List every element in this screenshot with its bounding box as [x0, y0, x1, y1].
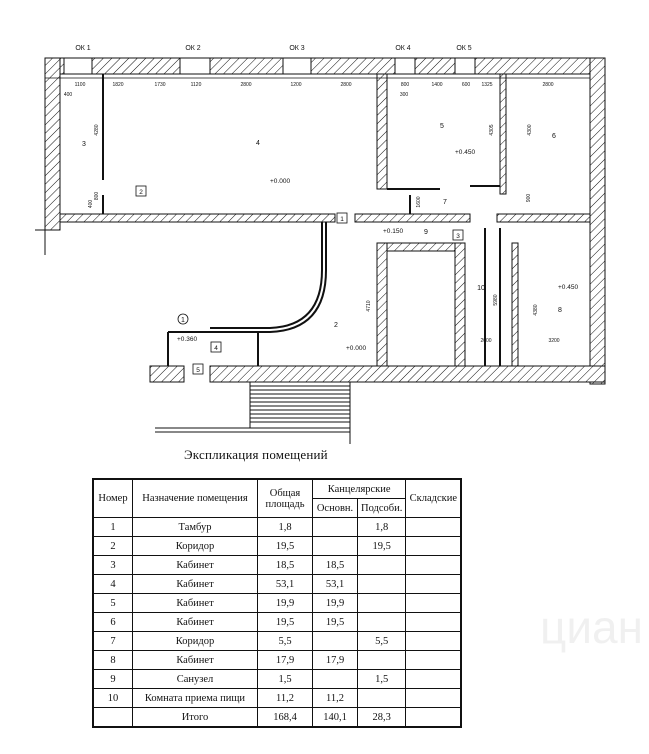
cell-aux: 5,5 [358, 632, 406, 651]
explication-caption: Экспликация помещений [184, 447, 328, 462]
cell-purpose: Кабинет [133, 575, 258, 594]
table-row [93, 575, 461, 594]
table-row [93, 537, 461, 556]
level-mark: +0.000 [270, 178, 291, 185]
dim-label: 300 [399, 92, 409, 98]
cell-number: 9 [93, 670, 133, 689]
cell-purpose: Тамбур [133, 518, 258, 537]
cell-main: 19,9 [313, 594, 358, 613]
level-mark: +0.000 [346, 345, 367, 352]
cell-number: 10 [93, 689, 133, 708]
room-number: 1 [181, 317, 185, 324]
cell-number: 1 [93, 518, 133, 537]
header-storage: Складские [406, 479, 462, 518]
dim-label: 2800 [340, 82, 352, 88]
cell-number: 3 [93, 556, 133, 575]
table-row [93, 689, 461, 708]
cell-number: 6 [93, 613, 133, 632]
cell-aux [358, 575, 406, 594]
cell-storage [406, 670, 462, 689]
dim-label: 800 [94, 191, 100, 201]
dim-label: 1400 [431, 82, 443, 88]
dim-label: 4300 [527, 124, 533, 136]
cell-main [313, 518, 358, 537]
window-label: ОК 2 [185, 45, 201, 52]
cell-storage [406, 518, 462, 537]
explication-table [92, 478, 462, 728]
dim-label: 1325 [481, 82, 493, 88]
dim-label: 800 [400, 82, 410, 88]
room-number: 9 [424, 229, 428, 236]
cell-total-label: Итого [133, 708, 258, 728]
dim-label: 400 [88, 199, 94, 209]
interior-walls [60, 74, 590, 366]
cell-aux [358, 689, 406, 708]
dim-label: 4710 [366, 300, 372, 312]
cell-storage [406, 575, 462, 594]
cell-storage [406, 594, 462, 613]
cell-storage [406, 537, 462, 556]
cell-number: 4 [93, 575, 133, 594]
cell-purpose: Коридор [133, 632, 258, 651]
door-tag: 4 [214, 345, 218, 352]
cell-total: 5,5 [258, 632, 313, 651]
table-row [93, 518, 461, 537]
cell-aux [358, 556, 406, 575]
table-row [93, 651, 461, 670]
level-mark: +0.150 [383, 228, 404, 235]
window-labels [75, 45, 471, 52]
room-number: 2 [334, 322, 338, 329]
header-aux: Подсоби. [358, 499, 406, 518]
cell-main: 140,1 [313, 708, 358, 728]
cell-main: 53,1 [313, 575, 358, 594]
room-number: 5 [440, 123, 444, 130]
cell-total: 17,9 [258, 651, 313, 670]
cell-number [93, 708, 133, 728]
cell-main: 11,2 [313, 689, 358, 708]
level-mark: +0.450 [455, 149, 476, 156]
cell-storage [406, 632, 462, 651]
cell-total: 19,5 [258, 613, 313, 632]
dim-label: 2800 [240, 82, 252, 88]
corridor-curve [168, 222, 326, 366]
dim-label: 1730 [154, 82, 166, 88]
room-number: 3 [82, 141, 86, 148]
cell-purpose: Коридор [133, 537, 258, 556]
header-number: Номер [93, 479, 133, 518]
cell-total: 1,8 [258, 518, 313, 537]
dim-label: 4380 [533, 304, 539, 316]
cell-number: 2 [93, 537, 133, 556]
dim-label: 2000 [480, 338, 492, 344]
cell-main: 19,5 [313, 613, 358, 632]
cell-number: 7 [93, 632, 133, 651]
window-label: ОК 3 [289, 45, 305, 52]
cell-purpose: Комната приема пищи [133, 689, 258, 708]
cell-total: 19,5 [258, 537, 313, 556]
cell-aux [358, 594, 406, 613]
cell-aux [358, 613, 406, 632]
dim-label: 600 [461, 82, 471, 88]
cell-storage [406, 556, 462, 575]
window-label: ОК 1 [75, 45, 91, 52]
table-total-row [93, 708, 461, 728]
header-total-area: Общая площадь [258, 479, 313, 518]
room-number: 8 [558, 307, 562, 314]
level-mark: +0.450 [558, 284, 579, 291]
cell-purpose: Кабинет [133, 556, 258, 575]
cell-main [313, 537, 358, 556]
cell-storage [406, 708, 462, 728]
room-number: 10 [477, 285, 485, 292]
cell-aux: 28,3 [358, 708, 406, 728]
dim-label: 400 [63, 92, 73, 98]
cell-purpose: Кабинет [133, 594, 258, 613]
cell-main [313, 670, 358, 689]
cell-total: 11,2 [258, 689, 313, 708]
table-row [93, 556, 461, 575]
cell-aux: 1,8 [358, 518, 406, 537]
table-row [93, 594, 461, 613]
dim-label: 3200 [548, 338, 560, 344]
room-number: 7 [443, 199, 447, 206]
cell-total: 18,5 [258, 556, 313, 575]
cell-storage [406, 651, 462, 670]
door-tag: 3 [456, 233, 460, 240]
dim-label: 900 [526, 193, 532, 203]
watermark: циан [540, 601, 644, 653]
dim-label: 1120 [190, 82, 202, 88]
cell-total: 53,1 [258, 575, 313, 594]
cell-main: 18,5 [313, 556, 358, 575]
table-row [93, 613, 461, 632]
top-dimensions [75, 82, 554, 88]
header-main: Основн. [313, 499, 358, 518]
cell-total: 19,9 [258, 594, 313, 613]
door-tag: 2 [139, 189, 143, 196]
cell-storage [406, 689, 462, 708]
dim-label: 1100 [74, 82, 86, 88]
dim-label: 1200 [290, 82, 302, 88]
cell-storage [406, 613, 462, 632]
cell-purpose: Кабинет [133, 613, 258, 632]
cell-purpose: Санузел [133, 670, 258, 689]
dim-label: 1820 [112, 82, 124, 88]
window-label: ОК 4 [395, 45, 411, 52]
dim-label: 1600 [416, 196, 422, 208]
cell-aux [358, 651, 406, 670]
door-tag: 5 [196, 367, 200, 374]
dim-label: 4280 [94, 124, 100, 136]
cell-main: 17,9 [313, 651, 358, 670]
room-number: 6 [552, 133, 556, 140]
dim-label: 4305 [489, 124, 495, 136]
dim-label: 2800 [542, 82, 554, 88]
header-purpose: Назначение помещения [133, 479, 258, 518]
room-number: 4 [256, 140, 260, 147]
cell-aux: 1,5 [358, 670, 406, 689]
table-row [93, 632, 461, 651]
door-tag: 1 [340, 216, 344, 223]
level-mark: +0.360 [177, 336, 198, 343]
cell-total: 1,5 [258, 670, 313, 689]
cell-main [313, 632, 358, 651]
dim-label: 5980 [493, 294, 499, 306]
cell-total: 168,4 [258, 708, 313, 728]
header-office: Канцелярские [313, 479, 406, 499]
cell-number: 8 [93, 651, 133, 670]
cell-purpose: Кабинет [133, 651, 258, 670]
cell-aux: 19,5 [358, 537, 406, 556]
cell-number: 5 [93, 594, 133, 613]
window-label: ОК 5 [456, 45, 472, 52]
table-row [93, 670, 461, 689]
